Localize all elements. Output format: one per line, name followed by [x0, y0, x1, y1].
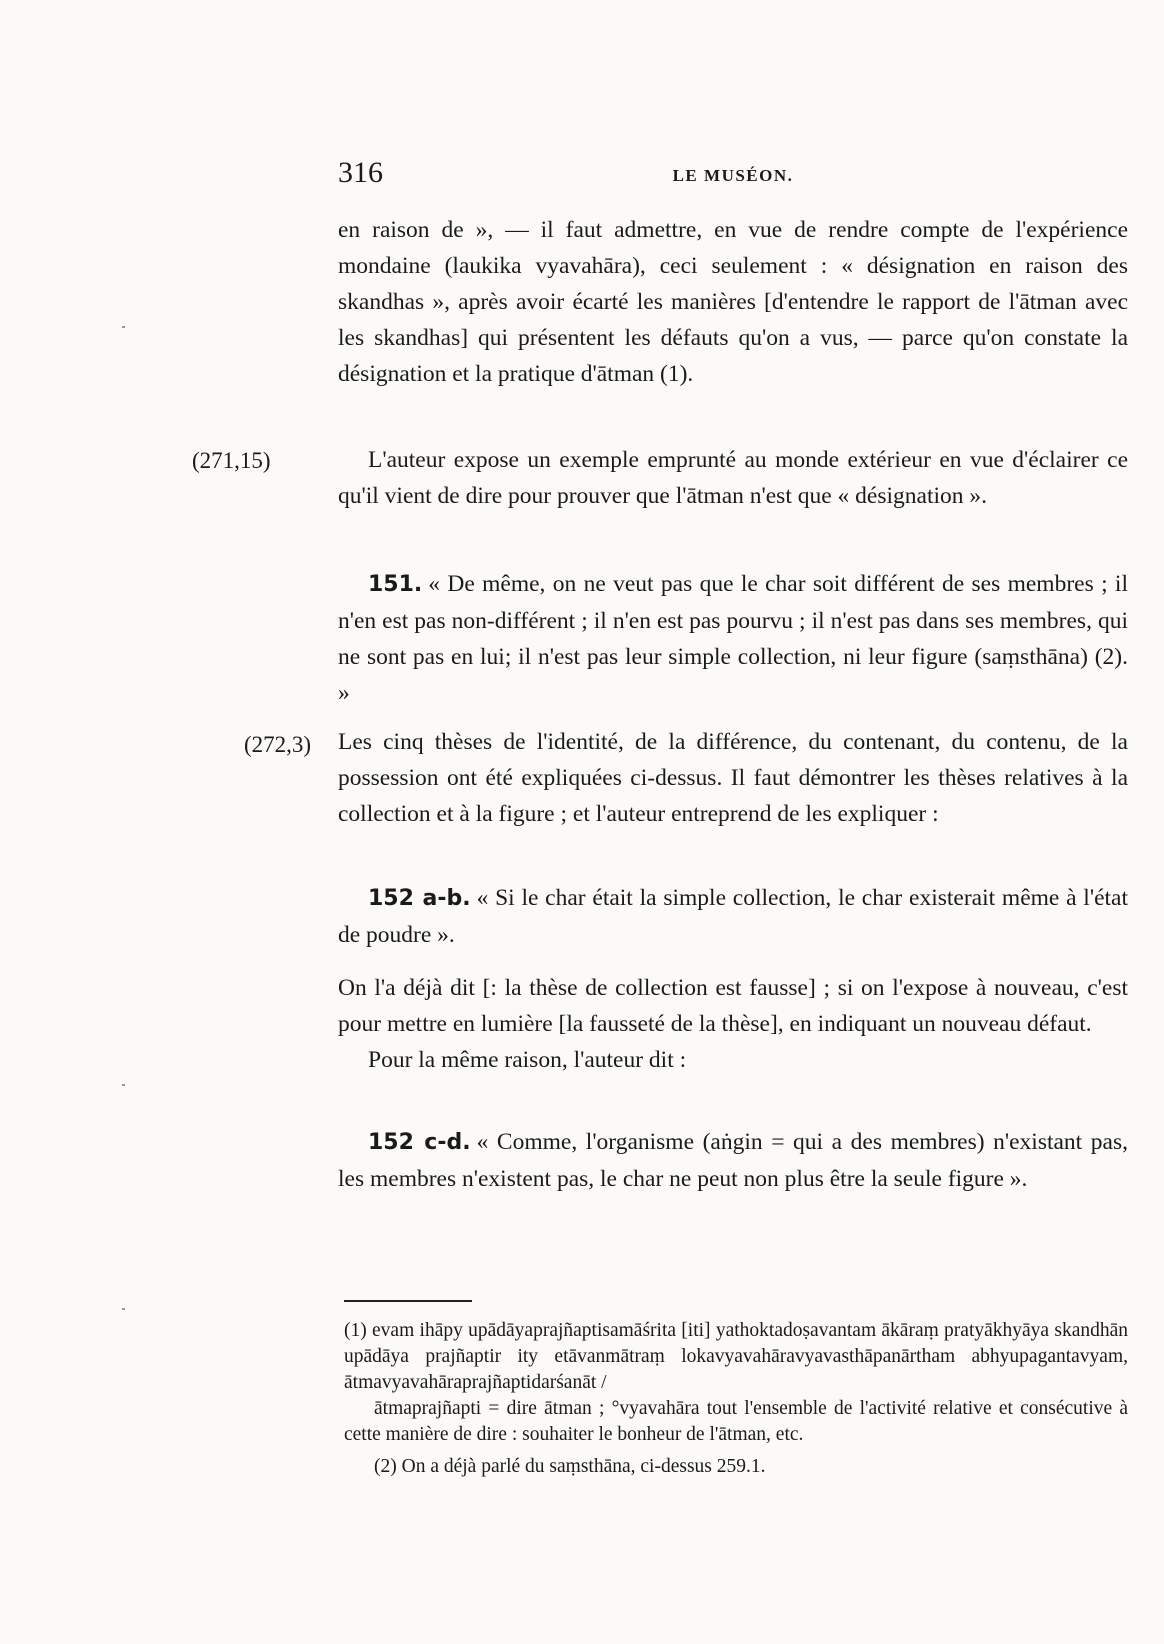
footnote-2: (2) On a déjà parlé du saṃsthāna, ci-dessus 259.1.	[374, 1456, 766, 1477]
paragraph-block-2	[338, 442, 1128, 514]
scan-speck	[122, 1308, 125, 1310]
verse-152ab-label: 152 a-b.	[368, 886, 471, 911]
paragraph-1: en raison de », — il faut admettre, en vue de rendre compte de l'expérience mondaine (laukika vyavahāra), ceci seulement : « désignation en raison des skandhas », après avoir écarté les manières [d'entendre le rapport de l'ātman avec les skandhas] qui présentent les défauts qu'on a vus, — parce qu'on constate la désignation et la pratique d'ātman (1).	[338, 217, 1128, 387]
margin-reference-271: (271,15)	[192, 448, 271, 473]
margin-reference-272: (272,3)	[244, 732, 312, 757]
paragraph-5: Pour la même raison, l'auteur dit :	[368, 1047, 687, 1073]
page-number: 316	[338, 156, 383, 189]
paragraph-continuation	[338, 212, 1128, 392]
verse-152ab-block	[338, 880, 1128, 953]
verse-152ab	[338, 880, 1128, 953]
footnote-1-gloss: ātmaprajñapti = dire ātman ; °vyavahāra tout l'ensemble de l'activité relative et consécutive à cette manière de dire : souhaiter le bonheur de l'ātman, etc.	[344, 1398, 1128, 1445]
page-header	[338, 156, 1128, 196]
verse-152cd	[338, 1124, 1128, 1197]
footnotes	[344, 1318, 1128, 1480]
verse-152cd-text: « Comme, l'organisme (aṅgin = qui a des membres) n'existant pas, les membres n'existent pas, le char ne peut non plus être la seule figure ».	[338, 1129, 1128, 1192]
paragraph-block-4	[338, 970, 1128, 1078]
scan-speck	[122, 326, 125, 328]
verse-151-label: 151.	[368, 572, 423, 597]
verse-151-block	[338, 566, 1128, 711]
verse-152ab-text: « Si le char était la simple collection, le char existerait même à l'état de poudre ».	[338, 885, 1128, 948]
scan-speck	[122, 1084, 125, 1086]
paragraph-2: L'auteur expose un exemple emprunté au monde extérieur en vue d'éclairer ce qu'il vient de dire pour prouver que l'ātman n'est que « désignation ».	[338, 447, 1128, 509]
footnote-divider	[344, 1300, 472, 1302]
running-title: LE MUSÉON.	[672, 166, 794, 185]
verse-151-text: « De même, on ne veut pas que le char soit différent de ses membres ; il n'en est pas non-différent ; il n'en est pas pourvu ; il n'est pas dans ses membres, qui ne sont pas en lui; il n'est pas leur simple collection, ni leur figure (saṃsthāna) (2). »	[338, 571, 1128, 706]
footnote-1: (1) evam ihāpy upādāyaprajñaptisamāśrita [iti] yathoktadoṣavantam ākāraṃ pratyākhyāya skandhān upādāya prajñaptir ity etāvanmātraṃ lokavyavahāravyavasthāpanārtham abhyupagantavyam, ātmavyavahāraprajñaptidarśanāt /	[344, 1320, 1128, 1393]
verse-152cd-label: 152 c-d.	[368, 1130, 471, 1155]
paragraph-3: Les cinq thèses de l'identité, de la différence, du contenant, du contenu, de la possession ont été expliquées ci-dessus. Il faut démontrer les thèses relatives à la collection et à la figure ; et l'auteur entreprend de les expliquer :	[338, 729, 1128, 827]
paragraph-4: On l'a déjà dit [: la thèse de collection est fausse] ; si on l'expose à nouveau, c'est pour mettre en lumière [la fausseté de la thèse], en indiquant un nouveau défaut.	[338, 975, 1128, 1037]
verse-152cd-block	[338, 1124, 1128, 1197]
verse-151	[338, 566, 1128, 711]
paragraph-block-3	[338, 724, 1128, 832]
